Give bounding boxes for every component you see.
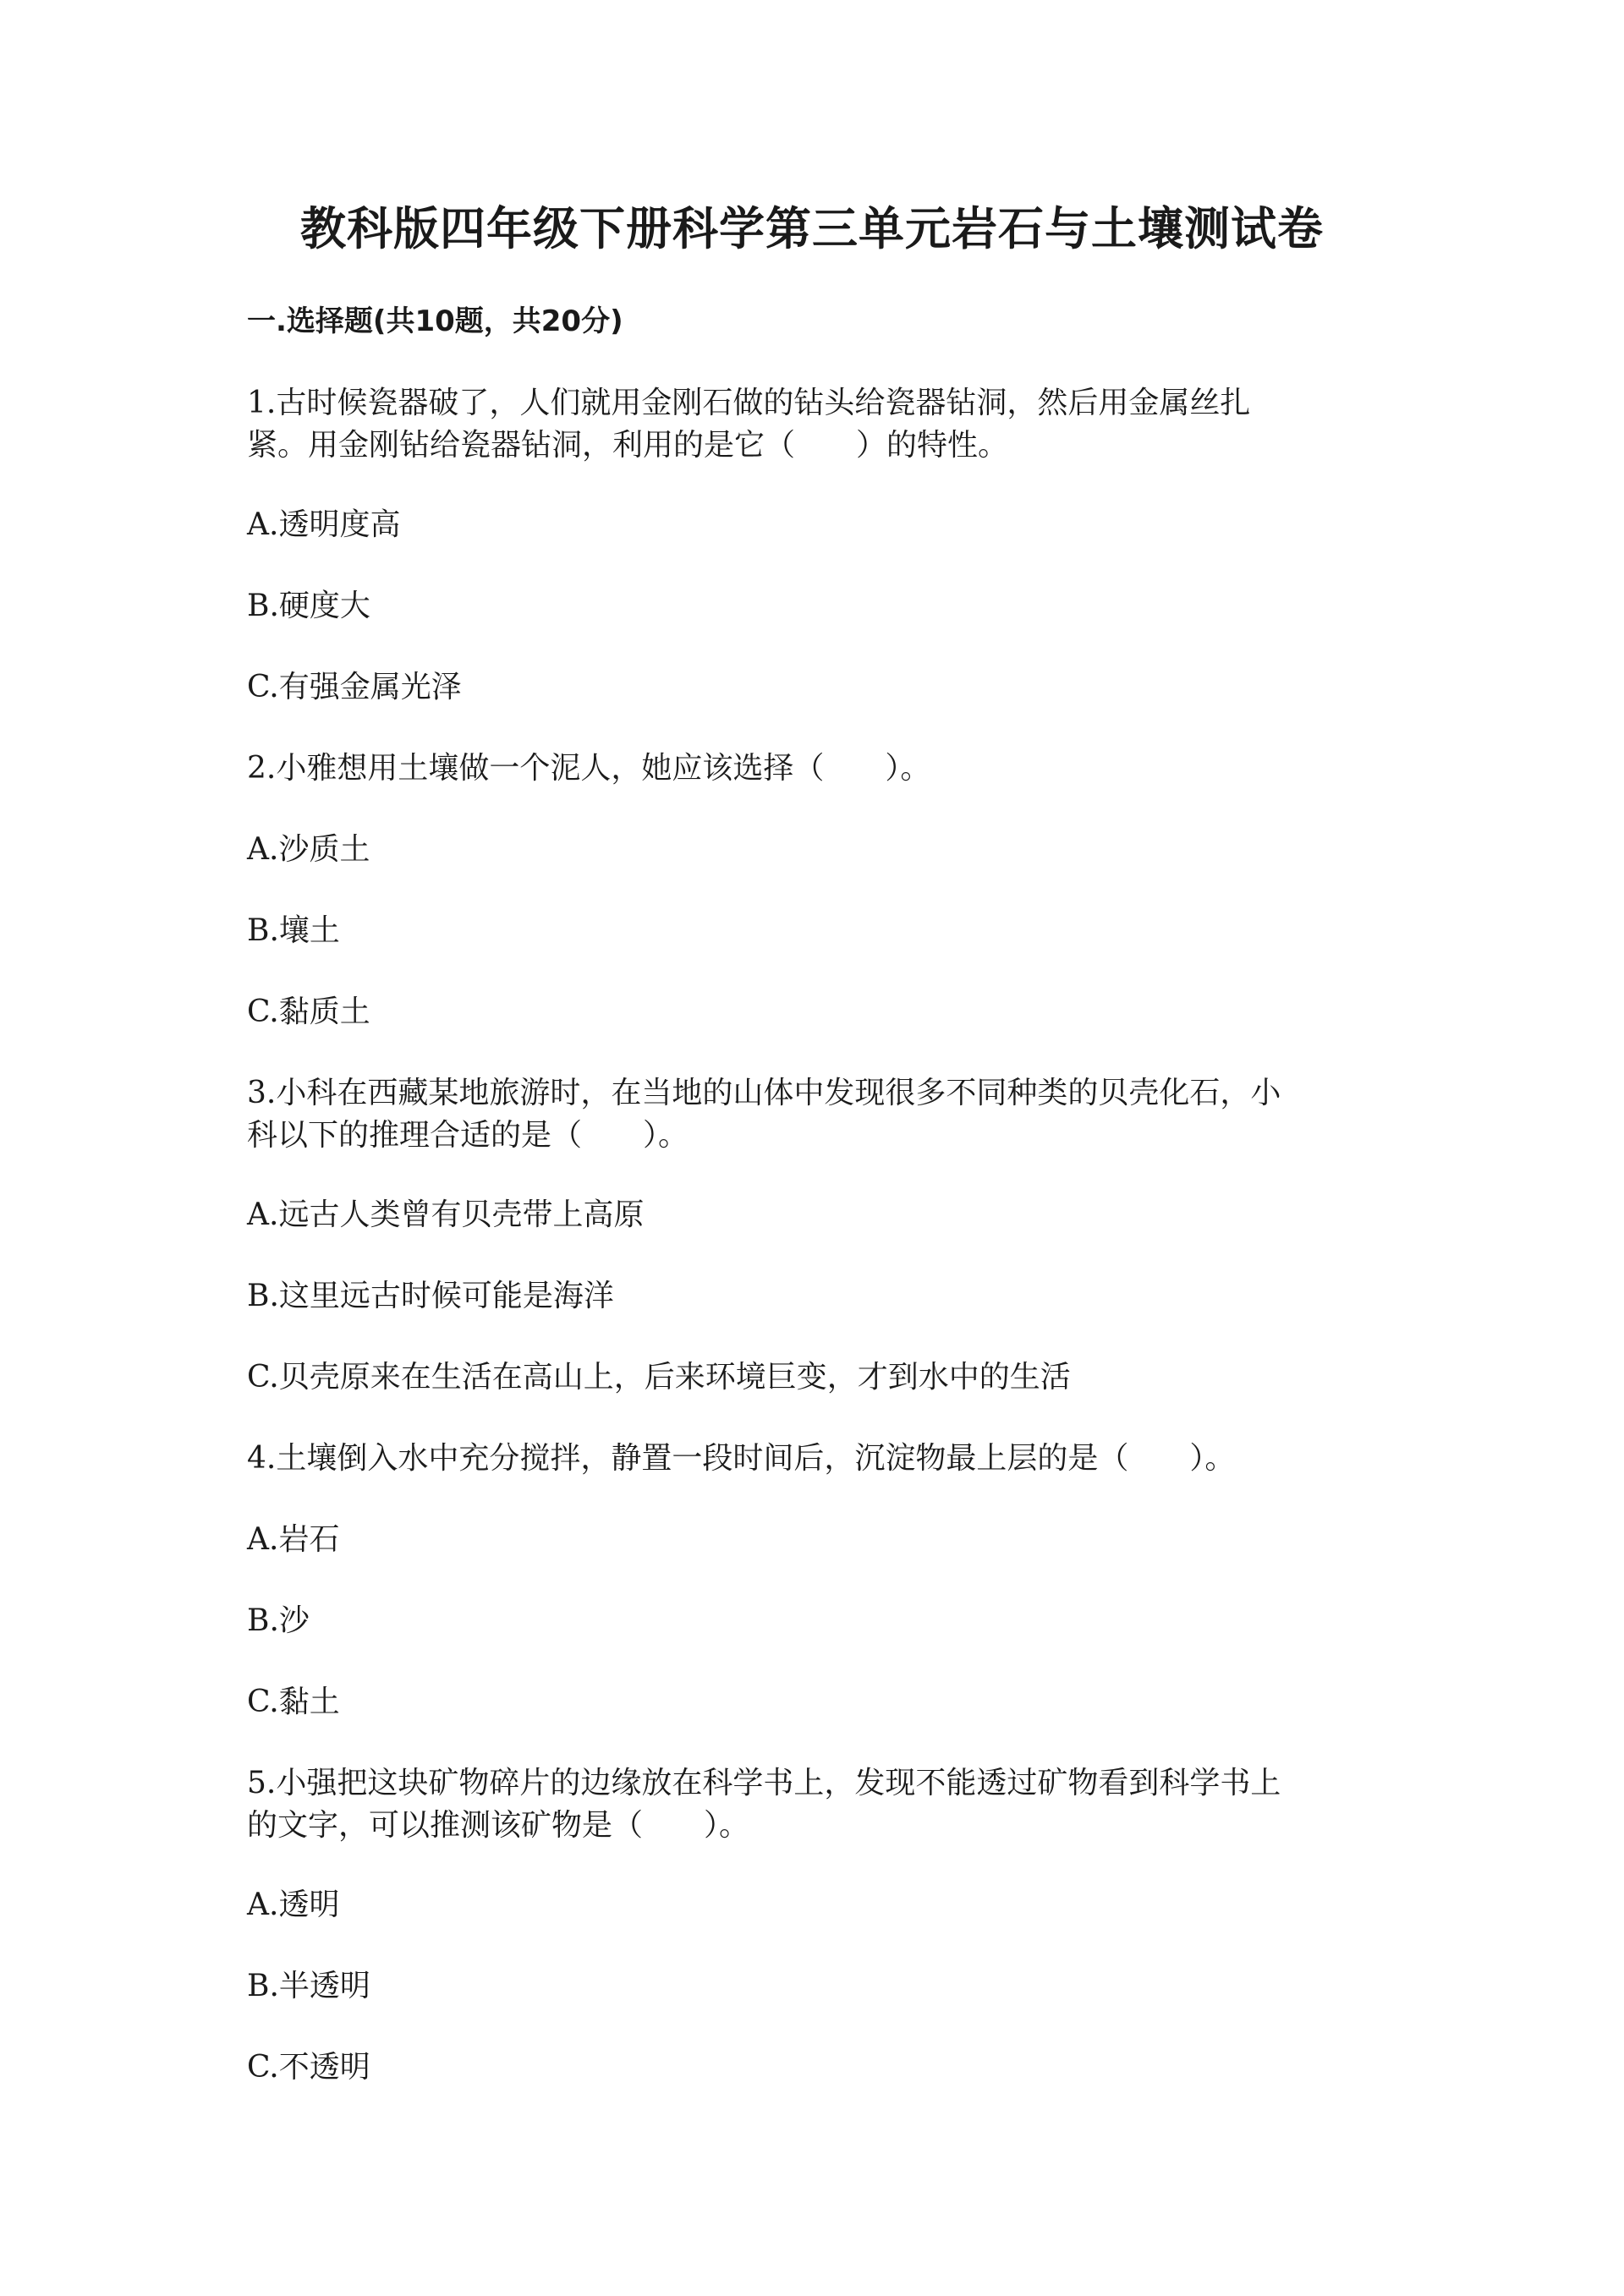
question-3-stem-line-1: 3.小科在西藏某地旅游时，在当地的山体中发现很多不同种类的贝壳化石，小: [247, 1076, 1281, 1110]
question-2-option-a: A.沙质土: [247, 832, 370, 867]
question-3-stem-line-2: 科以下的推理合适的是（ ）。: [247, 1118, 689, 1153]
question-4-option-b: B.沙: [247, 1603, 310, 1638]
question-1-option-b: B.硬度大: [247, 589, 370, 623]
question-3-option-b: B.这里远古时候可能是海洋: [247, 1279, 614, 1313]
question-2-option-b: B.壤土: [247, 913, 340, 948]
question-4-option-c: C.黏土: [247, 1685, 340, 1719]
question-5-option-a: A.透明: [247, 1888, 340, 1922]
question-3-option-a: A.远古人类曾有贝壳带上高原: [247, 1197, 645, 1232]
question-1-stem-line-2: 紧。用金刚钻给瓷器钻洞，利用的是它（ ）的特性。: [247, 428, 1009, 463]
question-2-stem-line-1: 2.小雅想用土壤做一个泥人，她应该选择（ ）。: [247, 751, 931, 786]
question-1-stem-line-1: 1.古时候瓷器破了，人们就用金刚石做的钻头给瓷器钻洞，然后用金属丝扎: [247, 386, 1251, 420]
question-4-option-a: A.岩石: [247, 1522, 340, 1557]
question-1-option-a: A.透明度高: [247, 507, 401, 542]
question-2-option-c: C.黏质土: [247, 995, 370, 1029]
section-heading: 一.选择题(共10题，共20分): [247, 304, 623, 338]
question-5-option-c: C.不透明: [247, 2050, 370, 2085]
question-3-option-c: C.贝壳原来在生活在高山上，后来环境巨变，才到水中的生活: [247, 1360, 1071, 1395]
question-5-stem-line-2: 的文字，可以推测该矿物是（ ）。: [247, 1808, 750, 1843]
document-title: 教科版四年级下册科学第三单元岩石与土壤测试卷: [300, 202, 1324, 255]
question-1-option-c: C.有强金属光泽: [247, 670, 462, 704]
question-5-option-b: B.半透明: [247, 1969, 370, 2003]
question-5-stem-line-1: 5.小强把这块矿物碎片的边缘放在科学书上，发现不能透过矿物看到科学书上: [247, 1766, 1281, 1800]
question-4-stem-line-1: 4.土壤倒入水中充分搅拌，静置一段时间后，沉淀物最上层的是（ ）。: [247, 1441, 1236, 1476]
